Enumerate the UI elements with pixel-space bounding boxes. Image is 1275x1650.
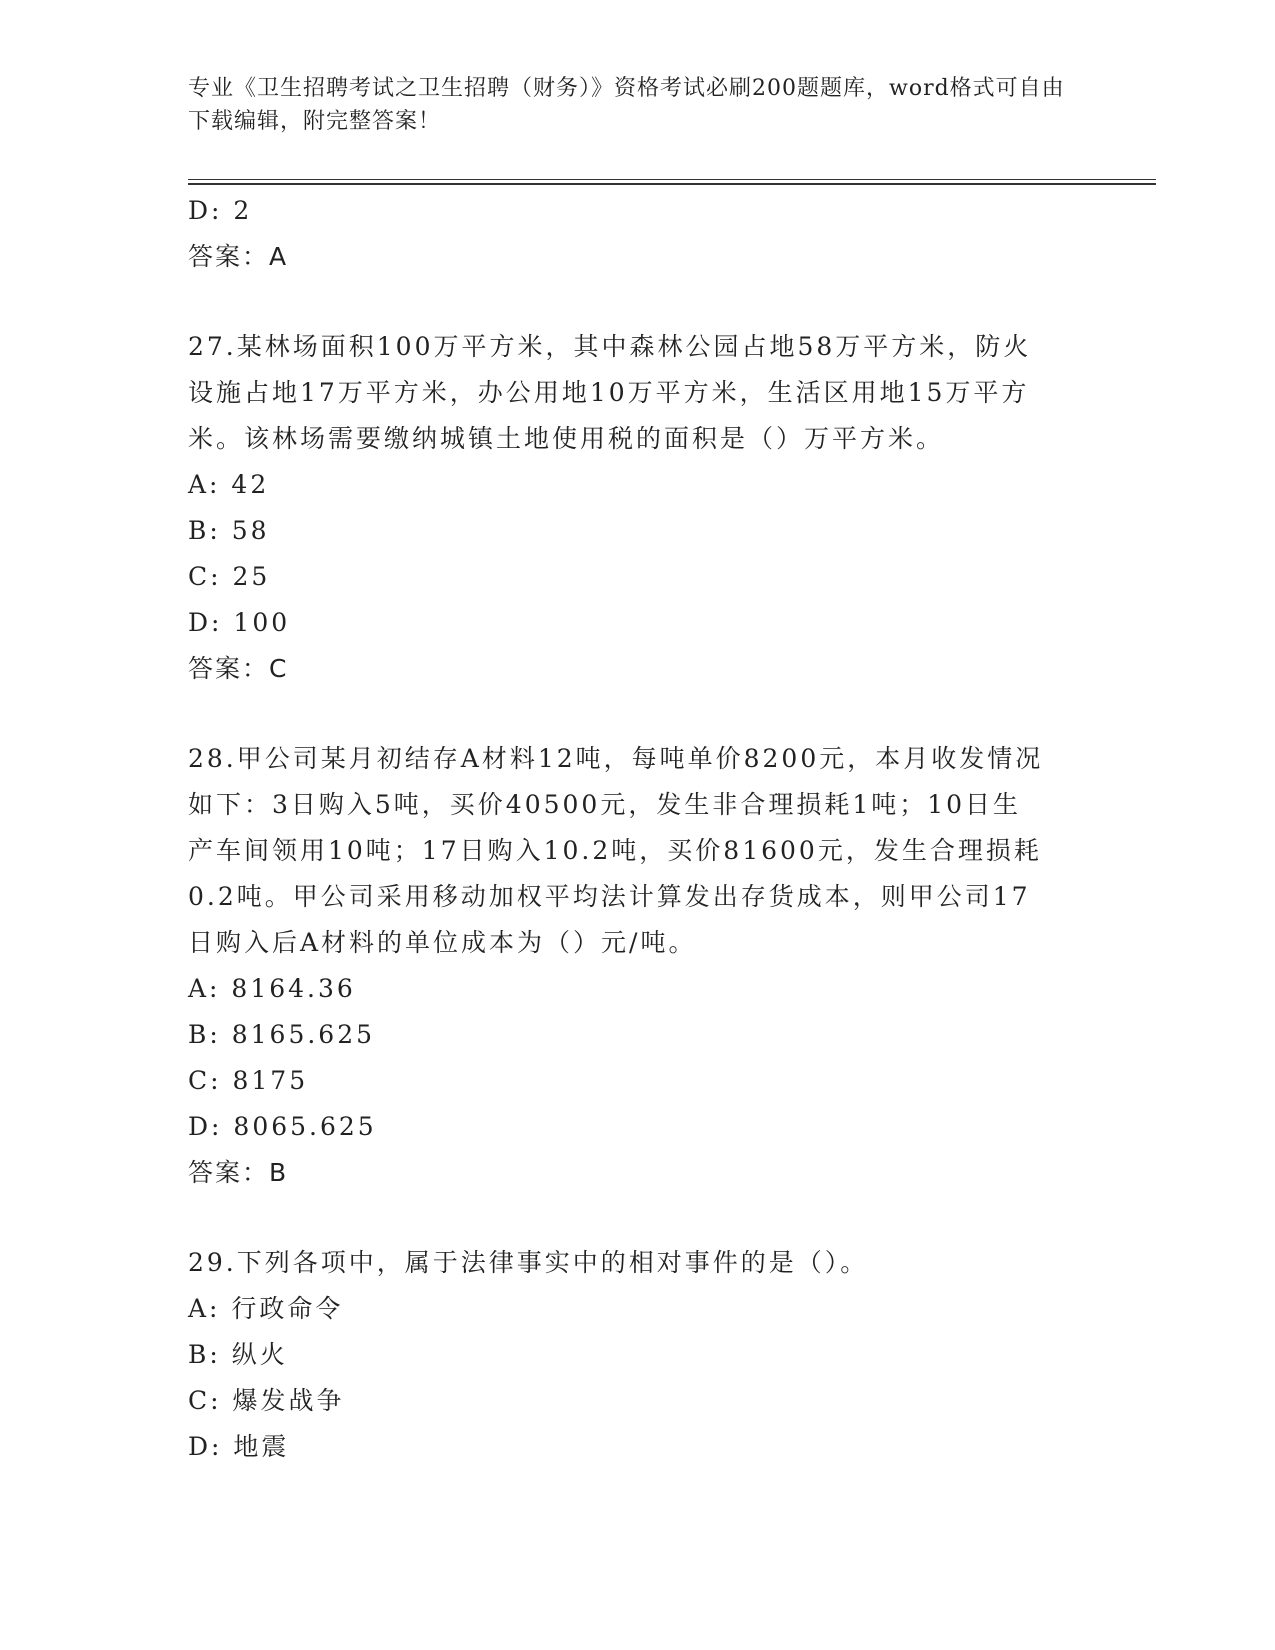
question-28-answer: 答案：B: [188, 1158, 289, 1187]
question-27: [188, 324, 1088, 462]
question-27-line-3: 米。该林场需要缴纳城镇土地使用税的面积是（）万平方米。: [188, 424, 945, 453]
question-28-option-d: D: 8065.625: [188, 1112, 377, 1141]
question-28-option-b: B: 8165.625: [188, 1020, 376, 1049]
question-28-line-2: 如下：3日购入5吨，买价40500元，发生非合理损耗1吨；10日生: [188, 790, 1022, 819]
question-27-option-a: A: 42: [188, 470, 270, 499]
header-rule-thick: [188, 183, 1156, 185]
question-27-option-c: C: 25: [188, 562, 271, 591]
question-27-answer: 答案：C: [188, 654, 289, 683]
question-28-option-c: C: 8175: [188, 1066, 309, 1095]
option-d-prev: D: 2: [188, 196, 253, 225]
question-27-option-d: D: 100: [188, 608, 291, 637]
header-rule-thin: [188, 179, 1156, 180]
question-27-line-2: 设施占地17万平方米，办公用地10万平方米，生活区用地15万平方: [188, 378, 1030, 407]
question-29: [188, 1240, 1088, 1286]
question-28-line-3: 产车间领用10吨；17日购入10.2吨，买价81600元，发生合理损耗: [188, 836, 1042, 865]
document-body: [188, 188, 1088, 1470]
question-29-option-c: C: 爆发战争: [188, 1386, 345, 1415]
spacer: [188, 280, 1088, 324]
answer-prev: 答案：A: [188, 242, 289, 271]
question-27-line-1: 27.某林场面积100万平方米，其中森林公园占地58万平方米，防火: [188, 332, 1032, 361]
question-28-line-4: 0.2吨。甲公司采用移动加权平均法计算发出存货成本，则甲公司17: [188, 882, 1031, 911]
question-29-option-b: B: 纵火: [188, 1340, 288, 1369]
spacer: [188, 692, 1088, 736]
question-28: [188, 736, 1088, 966]
page-header: 专业《卫生招聘考试之卫生招聘（财务）》资格考试必刷200题题库，word格式可自由下载编辑，附完整答案！: [188, 76, 1065, 134]
question-28-line-5: 日购入后A材料的单位成本为（）元/吨。: [188, 928, 697, 957]
question-28-option-a: A: 8164.36: [188, 974, 356, 1003]
question-29-line-1: 29.下列各项中，属于法律事实中的相对事件的是（）。: [188, 1248, 869, 1277]
question-28-line-1: 28.甲公司某月初结存A材料12吨，每吨单价8200元，本月收发情况: [188, 744, 1044, 773]
question-29-option-a: A: 行政命令: [188, 1294, 344, 1323]
question-27-option-b: B: 58: [188, 516, 270, 545]
question-29-option-d: D: 地震: [188, 1432, 290, 1461]
spacer: [188, 1196, 1088, 1240]
